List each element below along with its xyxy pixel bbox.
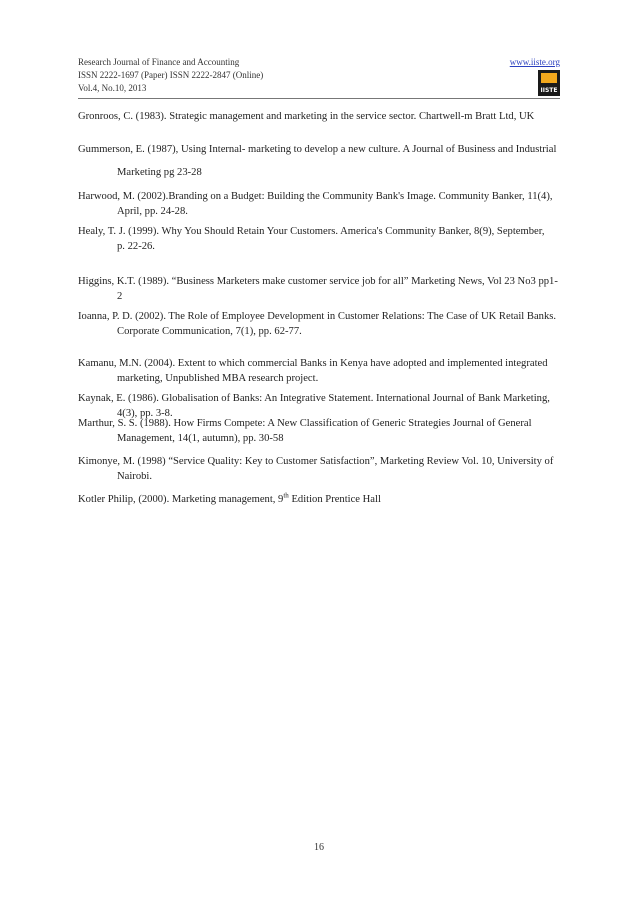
reference-4-text: Healy, T. J. (1999). Why You Should Retain Your Customers. America's Community Banker, 8(9), September,: [78, 226, 545, 237]
reference-11-tail: Edition Prentice Hall: [288, 494, 381, 505]
reference-3-text: Harwood, M. (2002).Branding on a Budget: Building the Community Bank's Image. Community Banker, 11(4),: [78, 191, 553, 202]
header-volume: Vol.4, No.10, 2013: [78, 83, 147, 93]
reference-2: [78, 142, 562, 180]
header-url-link[interactable]: www.iiste.org: [509, 57, 560, 67]
iiste-logo: [538, 70, 560, 96]
reference-3-continuation: April, pp. 24-28.: [117, 206, 188, 217]
page-number: 16: [314, 842, 324, 853]
reference-7-text: Kamanu, M.N. (2004). Extent to which commercial Banks in Kenya have adopted and implemented integrated: [78, 358, 548, 369]
reference-5-text: Higgins, K.T. (1989). “Business Marketers make customer service job for all” Marketing News, Vol 23 No3 pp1-: [78, 276, 558, 287]
reference-10: [78, 454, 562, 484]
reference-4: [78, 224, 562, 254]
reference-2-continuation: Marketing pg 23-28: [117, 167, 202, 178]
reference-4-continuation: p. 22-26.: [117, 241, 155, 252]
reference-8-continuation: 4(3), pp. 3-8.: [117, 408, 173, 419]
reference-10-text: Kimonye, M. (1998) “Service Quality: Key to Customer Satisfaction”, Marketing Review Vol. 10, University of: [78, 456, 554, 467]
svg-text:IISTE: IISTE: [540, 87, 558, 94]
reference-5: [78, 274, 562, 304]
reference-5-continuation: 2: [117, 291, 123, 302]
reference-6-text: Ioanna, P. D. (2002). The Role of Employee Development in Customer Relations: The Case of UK Retail Banks.: [78, 311, 557, 322]
reference-6-continuation: Corporate Communication, 7(1), pp. 62-77.: [117, 326, 302, 337]
reference-2-text: Gummerson, E. (1987), Using Internal- marketing to develop a new culture. A Journal of Business and Industrial: [78, 144, 557, 155]
reference-1: [78, 109, 562, 124]
reference-6: [78, 309, 562, 339]
reference-11: [78, 492, 562, 507]
reference-7-continuation: marketing, Unpublished MBA research project.: [117, 373, 319, 384]
header-rule: [78, 98, 560, 99]
reference-9-text: Marthur, S. S. (1988). How Firms Compete: A New Classification of Generic Strategies Journal of General: [78, 418, 532, 429]
header-issn: ISSN 2222-1697 (Paper) ISSN 2222-2847 (Online): [78, 70, 264, 80]
reference-3: [78, 189, 562, 219]
reference-1-text: Gronroos, C. (1983). Strategic management and marketing in the service sector. Chartwell-m Bratt Ltd, UK: [78, 111, 535, 122]
reference-8-text: Kaynak, E. (1986). Globalisation of Banks: An Integrative Statement. International Journal of Bank Marketing,: [78, 393, 550, 404]
reference-9: [78, 416, 562, 446]
reference-11-text: Kotler Philip, (2000). Marketing management, 9: [78, 494, 284, 505]
reference-7: [78, 356, 562, 386]
reference-10-continuation: Nairobi.: [117, 471, 153, 482]
header-journal: Research Journal of Finance and Accounting: [78, 57, 240, 67]
edition-superscript: th: [283, 491, 289, 500]
reference-9-continuation: Management, 14(1, autumn), pp. 30-58: [117, 433, 284, 444]
